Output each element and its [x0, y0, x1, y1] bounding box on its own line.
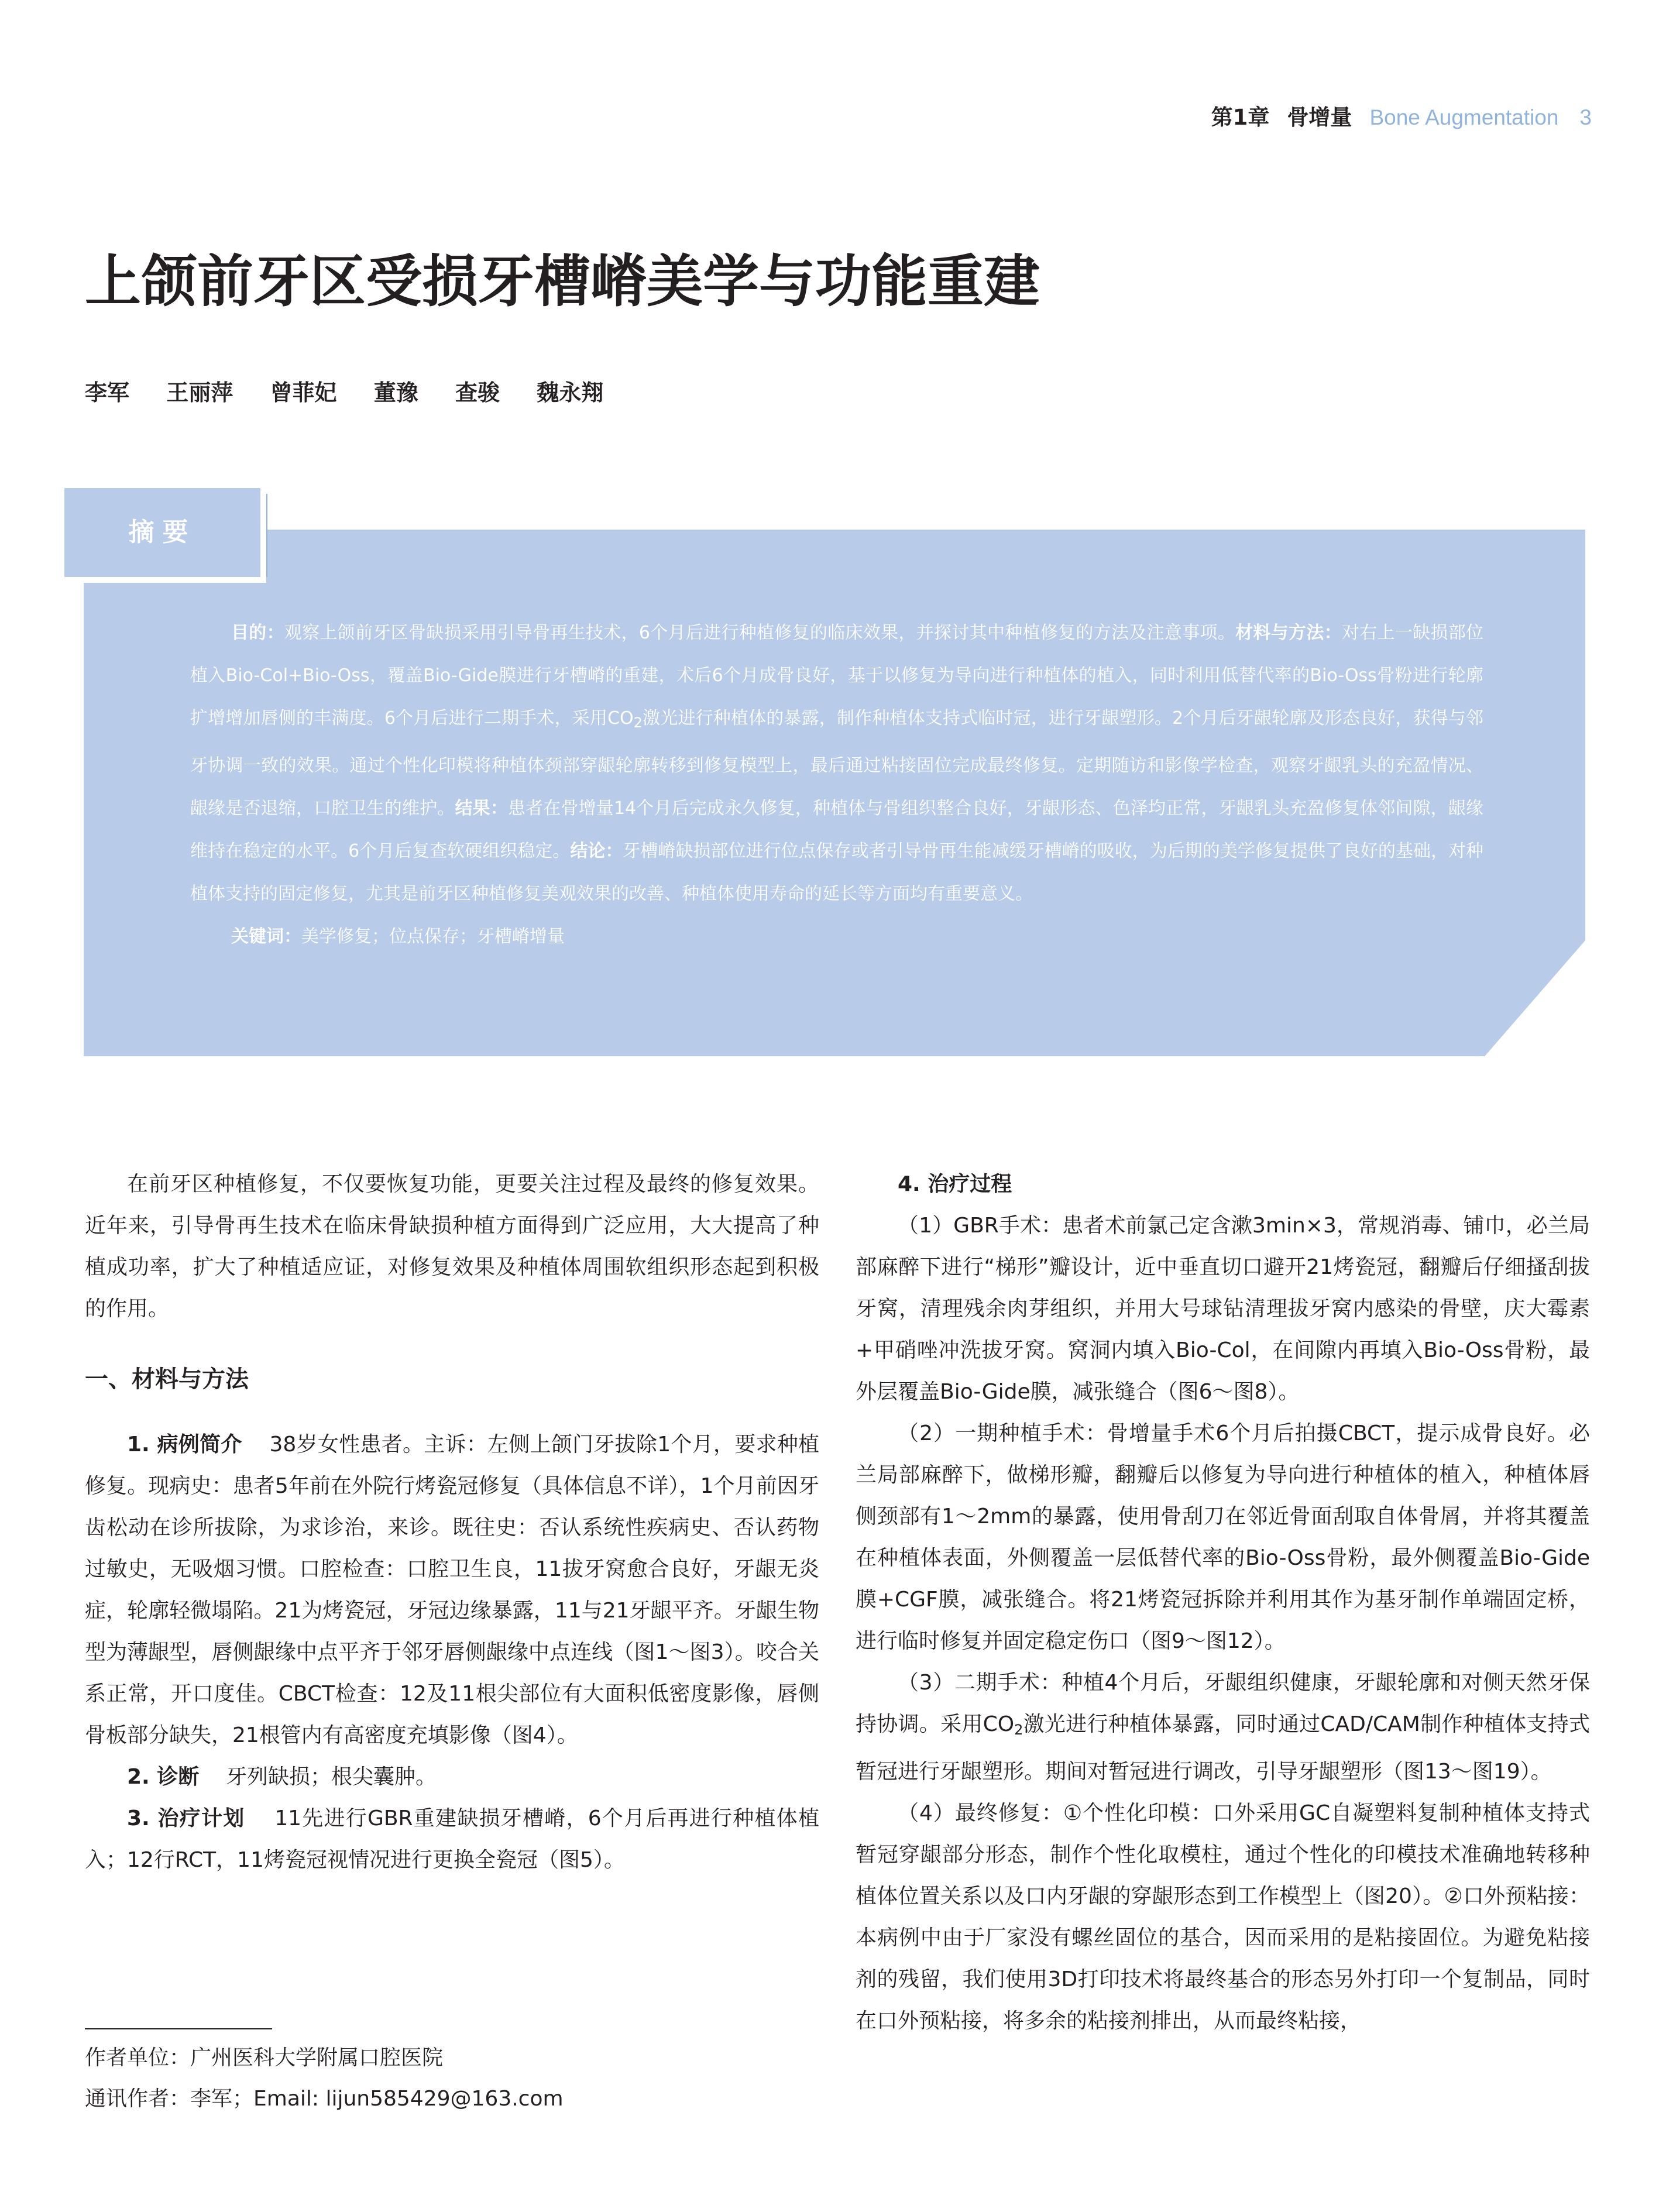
- chapter-english-title: Bone Augmentation: [1369, 105, 1559, 129]
- chapter-title: 骨增量: [1287, 105, 1352, 130]
- right-column: [856, 1163, 1590, 2042]
- abstract-text: [190, 612, 1483, 958]
- affiliation-note: 作者单位：广州医科大学附属口腔医院: [85, 2046, 444, 2070]
- page-number: 3: [1579, 105, 1592, 129]
- plan-text: 11先进行GBR重建缺损牙槽嵴，6个月后再进行种植体植入；12行RCT，11烤瓷冠视情况进行更换全瓷冠（图5）。: [85, 1806, 819, 1872]
- conclusion-label: 结论：: [570, 841, 623, 861]
- diagnosis-paragraph: [85, 1756, 819, 1798]
- corresponding-author-note: 通讯作者：李军；Email: lijun585429@163.com: [85, 2087, 564, 2111]
- purpose-label: 目的：: [231, 623, 284, 643]
- diagnosis-text: 牙列缺损；根尖囊肿。: [226, 1765, 437, 1789]
- results-text: 患者在骨增量14个月后完成永久修复，种植体与骨组织整合良好，牙龈形态、色泽均正常，牙龈乳头充盈修复体邻间隙，龈缘维持在稳定的水平。6个月后复查软硬组织稳定。: [190, 798, 1484, 861]
- methods-label: 材料与方法：: [1235, 623, 1342, 643]
- methods-text-a: 对右上一缺损部位植入Bio-Col+Bio-Oss，覆盖Bio-Gide膜进行牙槽嵴的重建，术后6个月成骨良好，基于以修复为导向进行种植体的植入，同时利用低替代率的Bio-Oss骨粉进行轮廓扩增增加唇侧的丰满度。6个月后进行二期手术，采用CO: [190, 623, 1484, 729]
- article-title: 上颌前牙区受损牙槽嵴美学与功能重建: [85, 249, 1040, 314]
- keywords-line: [190, 915, 1483, 958]
- final-restoration-paragraph: （4）最终修复：①个性化印模：口外采用GC自凝塑料复制种植体支持式暂冠穿龈部分形态，制作个性化取模柱，通过个性化的印模技术准确地转移种植体位置关系以及口内牙龈的穿龈形态到工作模型上（图20）。②口外预粘接：本病例中由于厂家没有螺丝固位的基合，因而采用的是粘接固位。为避免粘接剂的残留，我们使用3D打印技术将最终基合的形态另外打印一个复制品，同时在口外预粘接，将多余的粘接剂排出，从而最终粘接，: [856, 1801, 1590, 2033]
- purpose-text: 观察上颌前牙区骨缺损采用引导骨再生技术，6个月后进行种植修复的临床效果，并探讨其中种植修复的方法及注意事项。: [284, 623, 1236, 643]
- second-stage-text-a: （3）二期手术：种植4个月后，牙龈组织健康，牙龈轮廓和对侧天然牙保持协调。采用CO: [856, 1671, 1590, 1736]
- author: 曾菲妃: [270, 380, 337, 406]
- treatment-heading: [856, 1163, 1590, 1205]
- author-list: [85, 375, 633, 407]
- keywords-text: 美学修复；位点保存；牙槽嵴增量: [301, 926, 565, 947]
- footnote-divider: [85, 2028, 272, 2029]
- intro-paragraph: 在前牙区种植修复，不仅要恢复功能，更要关注过程及最终的修复效果。近年来，引导骨再生技术在临床骨缺损种植方面得到广泛应用，大大提高了种植成功率，扩大了种植适应证，对修复效果及种植体周围软组织形态起到积极的作用。: [85, 1172, 819, 1321]
- abstract-tab-label: 摘要: [128, 517, 197, 547]
- second-stage-paragraph: [856, 1662, 1590, 1792]
- diagnosis-label: 2. 诊断: [127, 1765, 200, 1789]
- author: 魏永翔: [537, 380, 604, 406]
- chapter-number: 第1章: [1211, 105, 1270, 130]
- methods-text-b: 激光进行种植体的暴露，制作种植体支持式临时冠，进行牙龈塑形。2个月后牙龈轮廓及形态良好，获得与邻牙协调一致的效果。通过个性化印模将种植体颈部穿龈轮廓转移到修复模型上，最后通过粘接固位完成最终修复。定期随访和影像学检查，观察牙龈乳头的充盈情况、龈缘是否退缩，口腔卫生的维护。: [190, 708, 1483, 819]
- author: 王丽萍: [166, 380, 233, 406]
- second-stage-text-b: 激光进行种植体暴露，同时通过CAD/CAM制作种植体支持式暂冠进行牙龈塑形。期间对暂冠进行调改，引导牙龈塑形（图13～图19）。: [856, 1712, 1590, 1784]
- methods-subscript: 2: [633, 715, 643, 731]
- author: 李军: [85, 380, 130, 406]
- case-paragraph: [85, 1424, 819, 1756]
- left-column: [85, 1163, 819, 1881]
- author: 查骏: [455, 380, 500, 406]
- case-label: 1. 病例简介: [127, 1433, 242, 1457]
- implant-paragraph: （2）一期种植手术：骨增量手术6个月后拍摄CBCT，提示成骨良好。必兰局部麻醉下，做梯形瓣，翻瓣后以修复为导向进行种植体的植入，种植体唇侧颈部有1～2mm的暴露，使用骨刮刀在邻近骨面刮取自体骨屑，并将其覆盖在种植体表面，外侧覆盖一层低替代率的Bio-Oss骨粉，最外侧覆盖Bio-Gide膜+CGF膜，减张缝合。将21烤瓷冠拆除并利用其作为基牙制作单端固定桥，进行临时修复并固定稳定伤口（图9～图12）。: [856, 1421, 1590, 1653]
- case-text: 38岁女性患者。主诉：左侧上颌门牙拔除1个月，要求种植修复。现病史：患者5年前在外院行烤瓷冠修复（具体信息不详），1个月前因牙齿松动在诊所拔除，为求诊治，来诊。既往史：否认系统性疾病史、否认药物过敏史，无吸烟习惯。口腔检查：口腔卫生良，11拔牙窝愈合良好，牙龈无炎症，轮廓轻微塌陷。21为烤瓷冠，牙冠边缘暴露，11与21牙龈平齐。牙龈生物型为薄龈型，唇侧龈缘中点平齐于邻牙唇侧龈缘中点连线（图1～图3）。咬合关系正常，开口度佳。CBCT检查：12及11根尖部位有大面积低密度影像，唇侧骨板部分缺失，21根管内有高密度充填影像（图4）。: [85, 1433, 820, 1747]
- running-header: [1211, 99, 1592, 131]
- results-label: 结果：: [455, 798, 508, 819]
- keywords-label: 关键词：: [231, 926, 301, 947]
- plan-label: 3. 治疗计划: [127, 1806, 245, 1830]
- plan-paragraph: [85, 1798, 819, 1881]
- author: 董豫: [373, 380, 418, 406]
- abstract-body: [190, 612, 1483, 915]
- co2-subscript: 2: [1014, 1722, 1023, 1738]
- gbr-paragraph: （1）GBR手术：患者术前氯己定含漱3min×3，常规消毒、铺巾，必兰局部麻醉下进行“梯形”瓣设计，近中垂直切口避开21烤瓷冠，翻瓣后仔细搔刮拔牙窝，清理残余肉芽组织，并用大号球钻清理拔牙窝内感染的骨壁，庆大霉素+甲硝唑冲洗拔牙窝。窝洞内填入Bio-Col，在间隙内再填入Bio-Oss骨粉，最外层覆盖Bio-Gide膜，减张缝合（图6～图8）。: [856, 1214, 1590, 1404]
- treatment-heading-text: 4. 治疗过程: [898, 1172, 1012, 1196]
- conclusion-text: 牙槽嵴缺损部位进行位点保存或者引导骨再生能减缓牙槽嵴的吸收，为后期的美学修复提供了良好的基础，对种植体支持的固定修复，尤其是前牙区种植修复美观效果的改善、种植体使用寿命的延长等方面均有重要意义。: [190, 841, 1484, 904]
- section-heading: 一、材料与方法: [85, 1366, 249, 1393]
